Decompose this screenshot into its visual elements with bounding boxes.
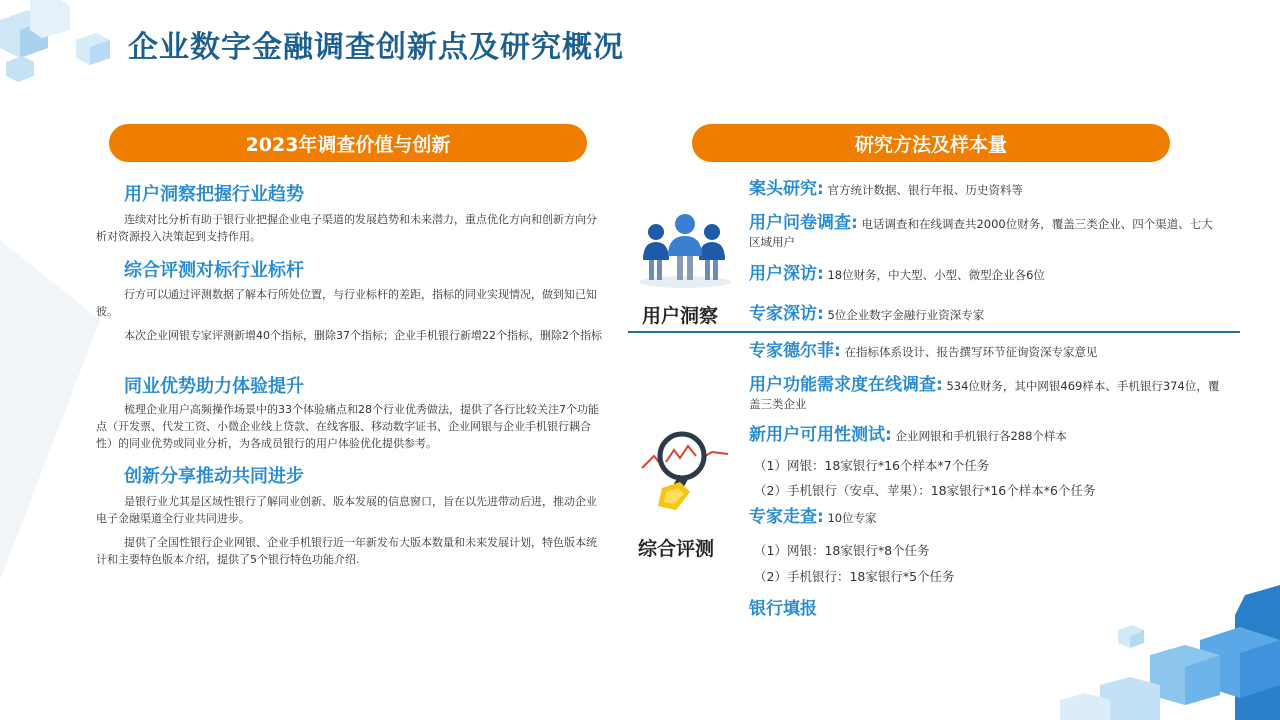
section-header-left: 2023年调查价值与创新 [109, 124, 587, 162]
method-row [749, 600, 1224, 619]
method-row [749, 376, 1224, 413]
method-row [749, 342, 1224, 361]
section-header-right: 研究方法及样本量 [692, 124, 1170, 162]
method-value: 电话调查和在线调查共2000位财务，覆盖三类企业、四个渠道、七大区域用户 [749, 217, 1213, 249]
section-heading: 综合评测对标行业标杆 [124, 260, 304, 281]
method-value: 官方统计数据、银行年报、历史资料等 [827, 183, 1023, 197]
users-icon [635, 210, 735, 290]
method-value: 534位财务，其中网银469样本、手机银行374位，覆盖三类企业 [749, 379, 1220, 411]
method-row [749, 265, 1224, 284]
section-heading: 同业优势助力体验提升 [124, 376, 304, 397]
method-row [749, 305, 1224, 324]
method-value: 5位企业数字金融行业资深专家 [827, 308, 985, 322]
method-row [749, 214, 1224, 251]
method-key: 用户问卷调查: [749, 213, 858, 233]
method-detail: （2）手机银行：18家银行*5个任务 [754, 569, 955, 584]
wedge-decoration [0, 180, 110, 600]
category-user-insight: 用户洞察 [642, 305, 719, 327]
section-paragraph: 连续对比分析有助于银行业把握企业电子渠道的发展趋势和未来潜力，重点优化方向和创新方向分析对资源投入决策起到支持作用。 [96, 213, 597, 243]
method-key: 专家走查: [749, 507, 824, 527]
section-paragraph: 梳理企业用户高频操作场景中的33个体验痛点和28个行业优秀做法，提供了各行比较关注7个功能点（开发票、代发工资、小微企业线上贷款、在线客服、移动数字证书、企业网银与企业手机银行耦合性）的同业优势或同业分析，为各成员银行的用户体验优化提供参考。 [96, 403, 599, 450]
method-value: 10位专家 [827, 511, 877, 525]
method-row [749, 508, 1224, 527]
method-value: 企业网银和手机银行各288个样本 [895, 429, 1067, 443]
method-row [749, 180, 1224, 199]
method-key: 专家德尔菲: [749, 341, 841, 361]
section-paragraph: 行方可以通过评测数据了解本行所处位置，与行业标杆的差距，指标的同业实现情况，做到知已知彼。 [96, 288, 597, 318]
section-heading: 创新分享推动共同进步 [124, 466, 304, 487]
page-title: 企业数字金融调查创新点及研究概况 [128, 30, 624, 65]
section-paragraph: 是银行业尤其是区域性银行了解同业创新、版本发展的信息窗口，旨在以先进带动后进，推动企业电子金融渠道全行业共同进步。 [96, 495, 597, 525]
cube-decoration-top-left [0, 0, 120, 90]
method-key: 专家深访: [749, 304, 824, 324]
method-value: 在指标体系设计、报告撰写环节征询资深专家意见 [844, 345, 1098, 359]
method-row [749, 426, 1224, 445]
divider [628, 331, 1240, 333]
method-detail: （1）网银：18家银行*16个样本*7个任务 [754, 458, 990, 473]
method-detail: （1）网银：18家银行*8个任务 [754, 543, 930, 558]
method-key: 银行填报 [749, 599, 817, 619]
section-paragraph: 本次企业网银专家评测新增40个指标，删除37个指标；企业手机银行新增22个指标，删除2个指标 [124, 329, 602, 342]
method-key: 用户深访: [749, 264, 824, 284]
section-heading: 用户洞察把握行业趋势 [124, 184, 304, 205]
section-paragraph: 提供了全国性银行企业网银、企业手机银行近一年新发布大版本数量和未来发展计划，特色版本统计和主要特色版本介绍，提供了5个银行特色功能介绍. [96, 536, 597, 566]
method-detail: （2）手机银行（安卓、苹果）：18家银行*16个样本*6个任务 [754, 483, 1096, 498]
method-value: 18位财务，中大型、小型、微型企业各6位 [827, 268, 1045, 282]
magnifier-chart-icon [640, 428, 735, 523]
category-comprehensive-evaluation: 综合评测 [638, 538, 715, 560]
method-key: 新用户可用性测试: [749, 425, 892, 445]
method-key: 案头研究: [749, 179, 824, 199]
method-key: 用户功能需求度在线调查: [749, 375, 943, 395]
